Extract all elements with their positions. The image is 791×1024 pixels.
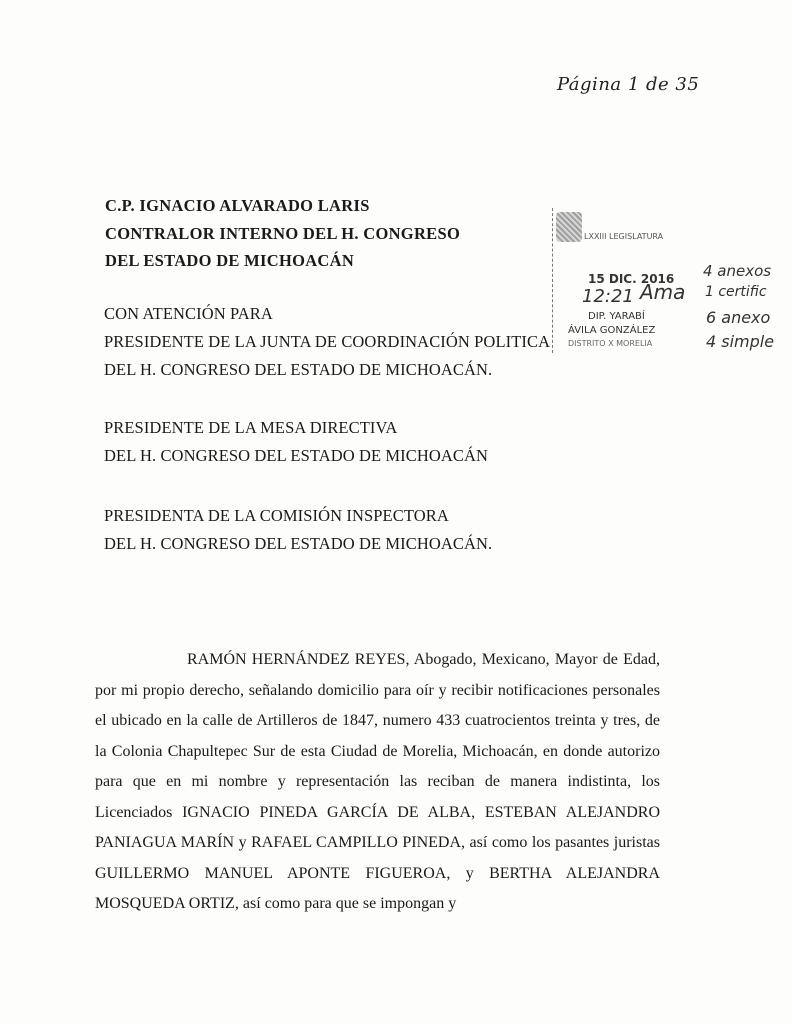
attention-line: DEL H. CONGRESO DEL ESTADO DE MICHOACÁN: [104, 446, 489, 465]
handwritten-note: 1 certific: [705, 284, 767, 300]
attention-block-comision: [104, 502, 492, 558]
attention-line: PRESIDENTE DE LA JUNTA DE COORDINACIÓN POLITICA: [104, 332, 551, 351]
handwritten-note: 4 simple: [706, 332, 775, 351]
stamp-district: DISTRITO X MORELIA: [568, 339, 653, 348]
reception-stamp: [548, 208, 688, 358]
attention-block-junta: [104, 300, 550, 384]
attention-line: DEL H. CONGRESO DEL ESTADO DE MICHOACÁN.: [104, 534, 493, 553]
addressee-title-cont: DEL ESTADO DE MICHOACÁN: [105, 251, 355, 270]
attention-heading: CON ATENCIÓN PARA: [104, 304, 273, 323]
addressee-title: CONTRALOR INTERNO DEL H. CONGRESO: [105, 223, 461, 243]
attention-line: PRESIDENTE DE LA MESA DIRECTIVA: [104, 418, 398, 437]
stamp-legislature: LXXIII LEGISLATURA: [584, 232, 664, 241]
attention-block-mesa: [104, 414, 488, 470]
addressee-block: [105, 192, 460, 275]
stamp-signature: Ama: [640, 280, 686, 304]
stamp-surname: ÁVILA GONZÁLEZ: [568, 325, 656, 336]
page-number: Página 1 de 35: [557, 74, 700, 95]
addressee-name: C.P. IGNACIO ALVARADO LARIS: [105, 196, 370, 215]
handwritten-note: 4 anexos: [703, 262, 772, 280]
stamp-date: 15 DIC. 2016: [588, 272, 675, 286]
stamp-name: DIP. YARABÍ: [588, 311, 645, 322]
handwritten-note: 6 anexo: [706, 308, 771, 327]
attention-line: PRESIDENTA DE LA COMISIÓN INSPECTORA: [104, 506, 449, 525]
seal-icon: [556, 212, 582, 242]
stamp-time: 12:21: [582, 286, 634, 307]
attention-line: DEL H. CONGRESO DEL ESTADO DE MICHOACÁN.: [104, 360, 493, 379]
stamp-border: [552, 208, 553, 353]
body-paragraph: RAMÓN HERNÁNDEZ REYES, Abogado, Mexicano, Mayor de Edad, por mi propio derecho, señalando domicilio para oír y recibir notificaciones personales el ubicado en la calle de Artilleros de 1847, numero 433 cuatrocientos treinta y tres, de la Colonia Chapultepec Sur de esta Ciudad de Morelia, Michoacán, en donde autorizo para que en mi nombre y representación las reciban de manera indistinta, los Licenciados IGNACIO PINEDA GARCÍA DE ALBA, ESTEBAN ALEJANDRO PANIAGUA MARÍN y RAFAEL CAMPILLO PINEDA, así como los pasantes juristas GUILLERMO MANUEL APONTE FIGUEROA, y BERTHA ALEJANDRA MOSQUEDA ORTIZ, así como para que se impongan y: [95, 651, 660, 912]
